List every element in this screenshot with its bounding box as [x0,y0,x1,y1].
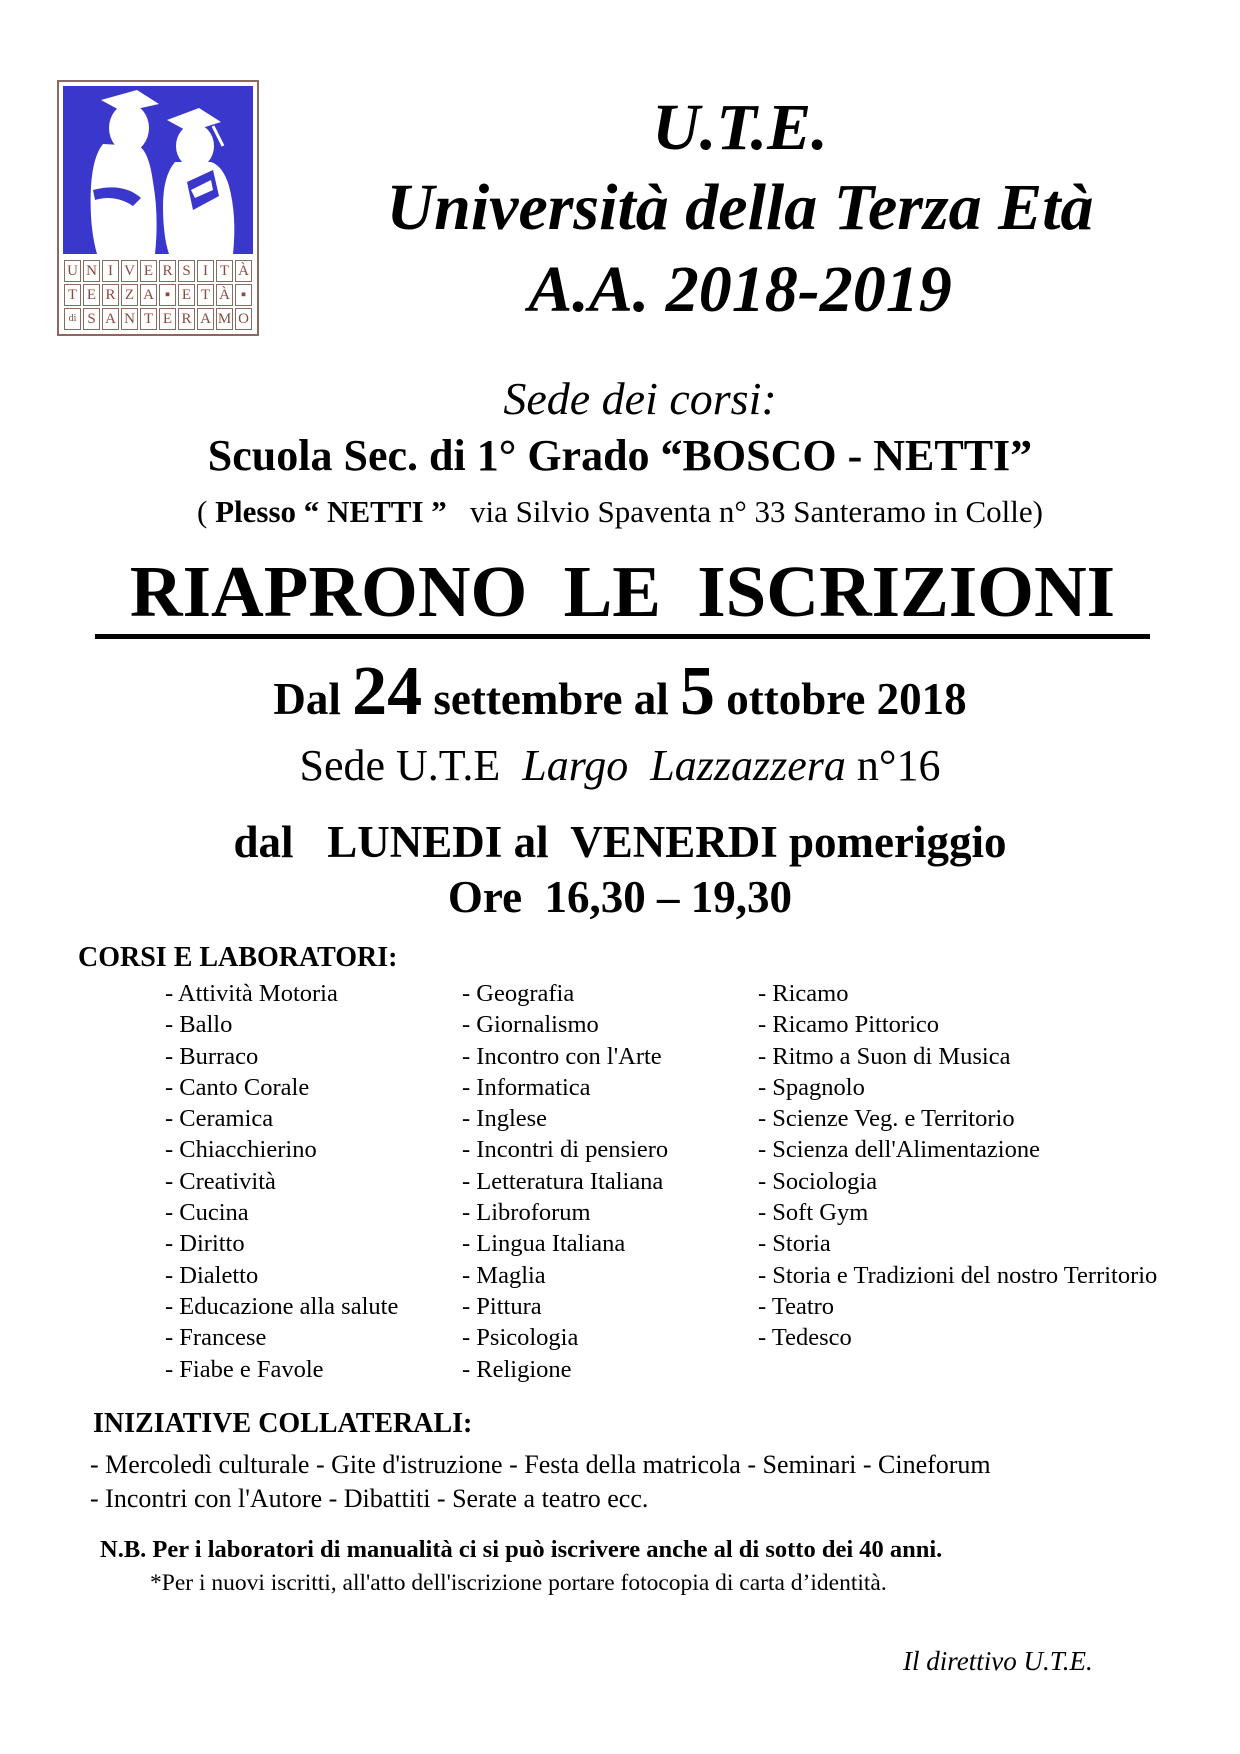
enrolment-dates: Dal 24 settembre al 5 ottobre 2018 [273,653,967,730]
venue-address: ( Plesso “ NETTI ” via Silvio Spaventa n° 33 Santeramo in Colle) [197,494,1043,529]
course-item: - Teatro [758,1292,835,1320]
logo-row-santeramo: di S A N T E R A M O [63,308,253,330]
courses-column-1 [165,978,398,1385]
course-item: - Giornalismo [462,1011,599,1039]
venue-label: Sede dei corsi: [503,373,777,424]
page-title-university: Università della Terza Età [386,171,1094,244]
course-item: - Pittura [462,1292,542,1320]
enrolment-location: Sede U.T.E Largo Lazzazzera n°16 [299,741,941,790]
academic-year: A.A. 2018-2019 [528,253,952,326]
course-item: - Letteratura Italiana [462,1167,664,1195]
course-item: - Scienza dell'Alimentazione [758,1136,1040,1164]
nb-note: N.B. Per i laboratori di manualità ci si può iscrivere anche al di sotto dei 40 anni. [100,1536,943,1563]
course-item: - Ricamo [758,980,849,1007]
course-item: - Tedesco [758,1324,852,1352]
course-item: - Religione [462,1355,572,1383]
course-item: - Informatica [462,1073,591,1101]
course-item: - Fiabe e Favole [165,1355,324,1383]
initiatives-line-1: - Mercoledì culturale - Gite d'istruzione - Festa della matricola - Seminari - Cineforum [90,1450,991,1479]
enrolment-headline: RIAPRONO LE ISCRIZIONI [95,550,1150,639]
course-item: - Storia [758,1230,831,1258]
ute-logo [57,80,259,336]
course-item: - Attività Motoria [165,980,338,1007]
course-item: - Chiacchierino [165,1136,317,1164]
course-item: - Canto Corale [165,1073,310,1101]
logo-wordmark [63,260,253,332]
course-item: - Psicologia [462,1324,579,1352]
course-item: - Dialetto [165,1261,259,1289]
course-item: - Creatività [165,1167,276,1195]
course-item: - Cucina [165,1199,249,1227]
course-item: - Incontro con l'Arte [462,1042,662,1070]
course-item: - Ritmo a Suon di Musica [758,1042,1011,1070]
venue-school: Scuola Sec. di 1° Grado “BOSCO - NETTI” [207,431,1033,480]
course-item: - Lingua Italiana [462,1230,626,1258]
course-item: - Spagnolo [758,1073,865,1101]
enrolment-days: dal LUNEDI al VENERDI pomeriggio [233,817,1007,867]
enrolment-hours: Ore 16,30 – 19,30 [447,872,793,922]
course-item: - Francese [165,1324,267,1352]
course-item: - Educazione alla salute [165,1292,399,1320]
course-item: - Sociologia [758,1167,878,1195]
course-item: - Ballo [165,1011,233,1039]
signature: Il direttivo U.T.E. [903,1646,1093,1676]
initiatives-line-2: - Incontri con l'Autore - Dibattiti - Serate a teatro ecc. [90,1484,649,1513]
graduates-silhouette-icon [63,86,253,254]
initiatives-heading: INIZIATIVE COLLATERALI: [93,1408,473,1439]
courses-heading: CORSI E LABORATORI: [78,942,398,973]
page-title-ute: U.T.E. [652,91,828,164]
logo-row-universita: U N I V E R S I T À [63,260,253,282]
course-item: - Soft Gym [758,1199,869,1227]
course-item: - Maglia [462,1261,546,1289]
logo-row-terza-eta: T E R Z A ▪ E T À ▪ [63,284,253,306]
course-item: - Geografia [462,980,575,1007]
courses-column-3 [758,978,1157,1354]
course-item: - Ricamo Pittorico [758,1011,939,1039]
course-item: - Incontri di pensiero [462,1136,669,1164]
start-day: 24 [352,653,423,730]
course-item: - Ceramica [165,1105,274,1133]
course-item: - Storia e Tradizioni del nostro Territorio [758,1261,1158,1289]
course-item: - Libroforum [462,1199,591,1227]
course-item: - Burraco [165,1042,259,1070]
new-members-note: *Per i nuovi iscritti, all'atto dell'iscrizione portare fotocopia di carta d’identità. [150,1570,887,1596]
end-day: 5 [679,653,715,730]
course-item: - Diritto [165,1230,245,1258]
course-item: - Inglese [462,1105,548,1133]
courses-column-2 [462,978,668,1385]
course-item: - Scienze Veg. e Territorio [758,1105,1015,1133]
